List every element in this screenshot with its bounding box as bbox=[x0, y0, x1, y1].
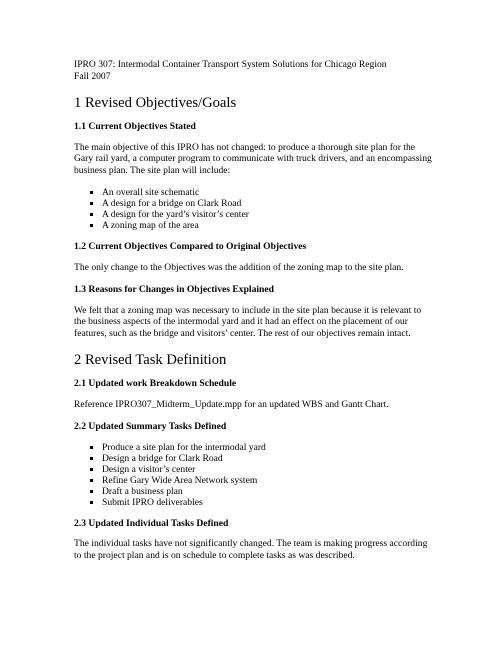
section-1-2-body: The only change to the Objectives was the addition of the zoning map to the site plan. bbox=[74, 261, 404, 273]
section-2-3-heading: 2.3 Updated Individual Tasks Defined bbox=[74, 517, 229, 529]
list-item-text: Draft a business plan bbox=[102, 485, 183, 497]
document-page bbox=[74, 59, 434, 561]
list-item bbox=[74, 209, 434, 220]
list-item-text: Refine Gary Wide Area Network system bbox=[102, 474, 258, 486]
list-item bbox=[74, 442, 434, 453]
list-item-text: A zoning map of the area bbox=[102, 220, 199, 231]
section-2-title: 2 Revised Task Definition bbox=[74, 352, 227, 368]
list-item-text: Submit IPRO deliverables bbox=[102, 496, 203, 508]
list-item-text: An overall site schematic bbox=[102, 187, 200, 198]
bullet-icon bbox=[90, 479, 93, 482]
section-1-1-body: The main objective of this IPRO has not changed: to produce a thorough site plan for the Gary rail yard, a computer program to communicate with truck drivers, and an encompassing business plan. The site plan will include: bbox=[74, 141, 432, 176]
bullet-icon bbox=[90, 468, 93, 471]
section-2-1-body: Reference IPRO307_Midterm_Update.mpp for an updated WBS and Gantt Chart. bbox=[74, 398, 389, 410]
document-header bbox=[74, 59, 434, 82]
section-1-3-body: We felt that a zoning map was necessary to include in the site plan because it is relevant to the business aspects of the intermodal yard and it had an effect on the placement of our features, such as the bridge and visitors’ center. The rest of our objectives remain intact. bbox=[74, 304, 422, 339]
bullet-icon bbox=[90, 490, 93, 493]
bullet-icon bbox=[90, 213, 93, 216]
bullet-icon bbox=[90, 191, 93, 194]
bullet-icon bbox=[90, 224, 93, 227]
section-1-1-heading: 1.1 Current Objectives Stated bbox=[74, 121, 196, 132]
section-2-2-heading: 2.2 Updated Summary Tasks Defined bbox=[74, 421, 227, 432]
bullet-icon bbox=[90, 457, 93, 460]
list-item bbox=[74, 475, 434, 486]
header-course-title: IPRO 307: Intermodal Container Transport System Solutions for Chicago Region bbox=[74, 59, 387, 70]
list-item-text: A design for a bridge on Clark Road bbox=[102, 198, 242, 209]
list-item bbox=[74, 486, 434, 497]
list-item bbox=[74, 220, 434, 231]
list-item bbox=[74, 187, 434, 198]
list-item bbox=[74, 453, 434, 464]
list-item bbox=[74, 464, 434, 475]
list-item bbox=[74, 198, 434, 209]
list-item-text: A design for the yard’s visitor’s center bbox=[102, 209, 249, 220]
bullet-icon bbox=[90, 202, 93, 205]
list-item bbox=[74, 497, 434, 508]
header-term: Fall 2007 bbox=[74, 70, 111, 82]
list-item-text: Design a visitor’s center bbox=[102, 463, 196, 475]
section-2-3-body: The individual tasks have not significantly changed. The team is making progress according to the project plan and is on schedule to complete tasks as was described. bbox=[74, 538, 428, 561]
section-1-3-heading: 1.3 Reasons for Changes in Objectives Explained bbox=[74, 284, 274, 295]
section-1-2-heading: 1.2 Current Objectives Compared to Original Objectives bbox=[74, 241, 307, 252]
list-item-text: Design a bridge for Clark Road bbox=[102, 452, 223, 464]
list-item-text: Produce a site plan for the intermodal yard bbox=[102, 441, 266, 453]
bullet-icon bbox=[90, 501, 93, 504]
section-2-1-heading: 2.1 Updated work Breakdown Schedule bbox=[74, 378, 237, 389]
bullet-icon bbox=[90, 446, 93, 449]
site-plan-list bbox=[74, 187, 434, 231]
section-1-title: 1 Revised Objectives/Goals bbox=[74, 95, 237, 111]
summary-tasks-list bbox=[74, 442, 434, 508]
